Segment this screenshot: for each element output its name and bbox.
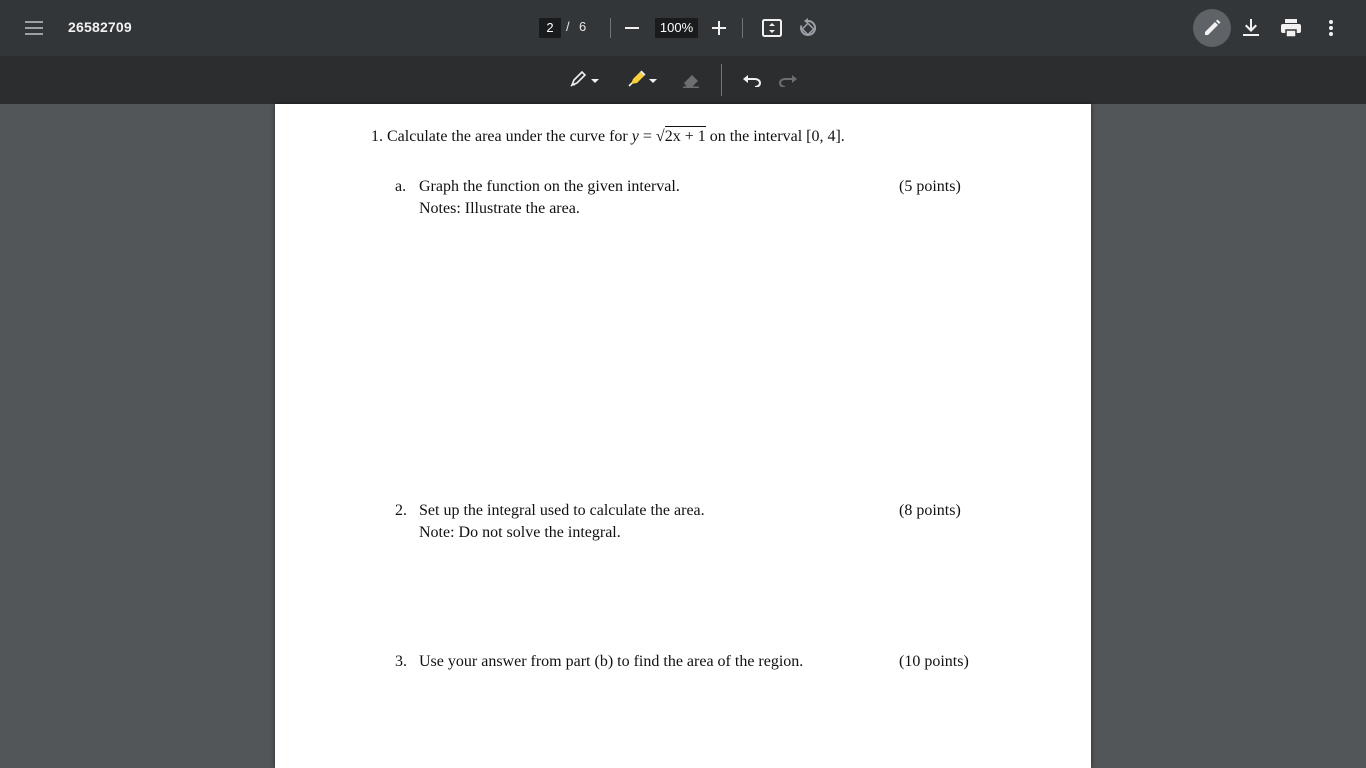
sqrt-icon: √ [655, 128, 665, 145]
question-1-prefix: 1. Calculate the area under the curve for [371, 128, 628, 145]
print-icon[interactable] [1273, 10, 1309, 46]
pdf-toolbar [0, 0, 1366, 56]
undo-icon[interactable] [738, 64, 766, 96]
toolbar-divider [742, 18, 743, 38]
annotation-divider [721, 64, 722, 96]
question-3-text: Use your answer from part (b) to find the area of the region. [419, 653, 804, 670]
document-title: 26582709 [68, 19, 132, 35]
rotate-icon[interactable] [790, 10, 826, 46]
zoom-level-input[interactable]: 100% [655, 18, 698, 38]
page-separator: / [566, 19, 570, 34]
math-equals: = [642, 128, 652, 145]
question-1-suffix: on the interval [0, 4]. [709, 128, 845, 145]
fit-page-icon[interactable] [754, 10, 790, 46]
hamburger-menu-icon[interactable] [16, 10, 52, 46]
part-a-note: Notes: Illustrate the area. [419, 200, 580, 217]
part-a-points: (5 points) [899, 178, 961, 195]
question-1 [371, 128, 845, 146]
question-2-note: Note: Do not solve the integral. [419, 524, 621, 541]
part-a-label: a. [395, 178, 407, 195]
zoom-in-icon[interactable] [701, 10, 737, 46]
question-3-label: 3. [395, 653, 407, 670]
page-number-input[interactable]: 2 [539, 18, 561, 38]
math-radicand: 2x + 1 [664, 128, 706, 145]
highlighter-tool-button[interactable] [624, 64, 662, 96]
chevron-down-icon [590, 71, 600, 89]
pen-icon [570, 69, 590, 92]
zoom-out-icon[interactable] [614, 10, 650, 46]
question-2-points: (8 points) [899, 502, 961, 519]
more-vert-icon[interactable] [1313, 10, 1349, 46]
math-y: y [631, 128, 639, 145]
pdf-page [275, 104, 1091, 768]
eraser-icon[interactable] [678, 64, 704, 96]
question-2-text: Set up the integral used to calculate the area. [419, 502, 705, 519]
total-pages: 6 [579, 19, 587, 34]
highlighter-icon [628, 69, 648, 92]
chevron-down-icon [648, 71, 658, 89]
download-icon[interactable] [1233, 10, 1269, 46]
question-2-label: 2. [395, 502, 407, 519]
pen-tool-button[interactable] [566, 64, 604, 96]
annotate-pen-icon[interactable] [1193, 9, 1231, 47]
redo-icon[interactable] [774, 64, 802, 96]
part-a-text: Graph the function on the given interval. [419, 178, 680, 195]
toolbar-divider [610, 18, 611, 38]
question-3-points: (10 points) [899, 653, 969, 670]
annotation-toolbar [0, 56, 1366, 104]
